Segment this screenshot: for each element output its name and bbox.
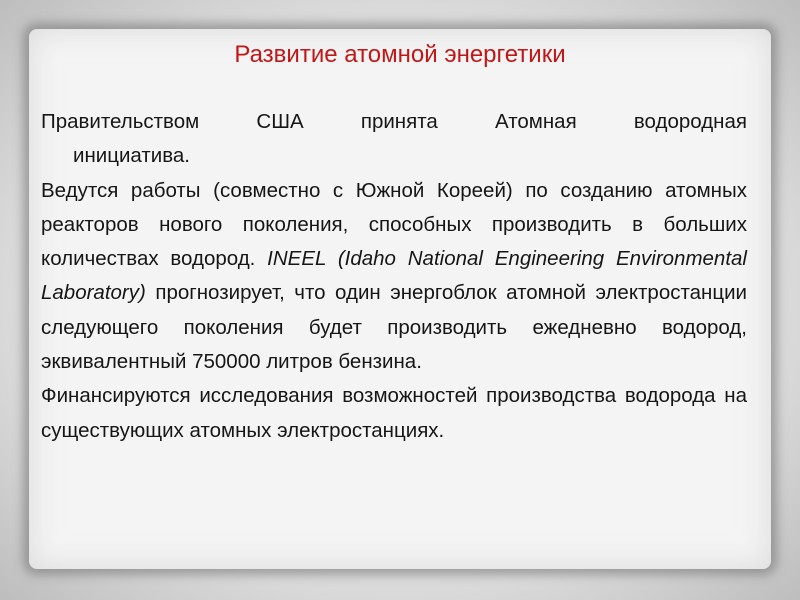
paragraph-2	[41, 174, 747, 380]
paragraph-2-lab-name: INEEL (Idaho National Engineering Environmental Laboratory)	[41, 247, 747, 305]
slide-body	[41, 105, 747, 448]
slide-title: Развитие атомной энергетики	[234, 41, 566, 68]
slide	[29, 29, 771, 569]
paragraph-3: Финансируются исследования возможностей производства водорода на существующих атомных электростанциях.	[41, 384, 747, 442]
paragraph-2-text-a: Ведутся работы (совместно с Южной Кореей) по созданию атомных реакторов нового поколения, способных производить в больших количествах водород.	[41, 178, 747, 271]
paragraph-1-line-2: инициатива.	[73, 144, 190, 168]
paragraph-2-text-b: прогнозирует, что один энергоблок атомной электростанции следующего поколения будет производить ежедневно водород, эквивалентный 750000 литров бензина.	[41, 281, 747, 374]
paragraph-1-line-1: Правительством США принята Атомная водородная	[41, 110, 747, 133]
paragraph-1	[41, 105, 747, 174]
